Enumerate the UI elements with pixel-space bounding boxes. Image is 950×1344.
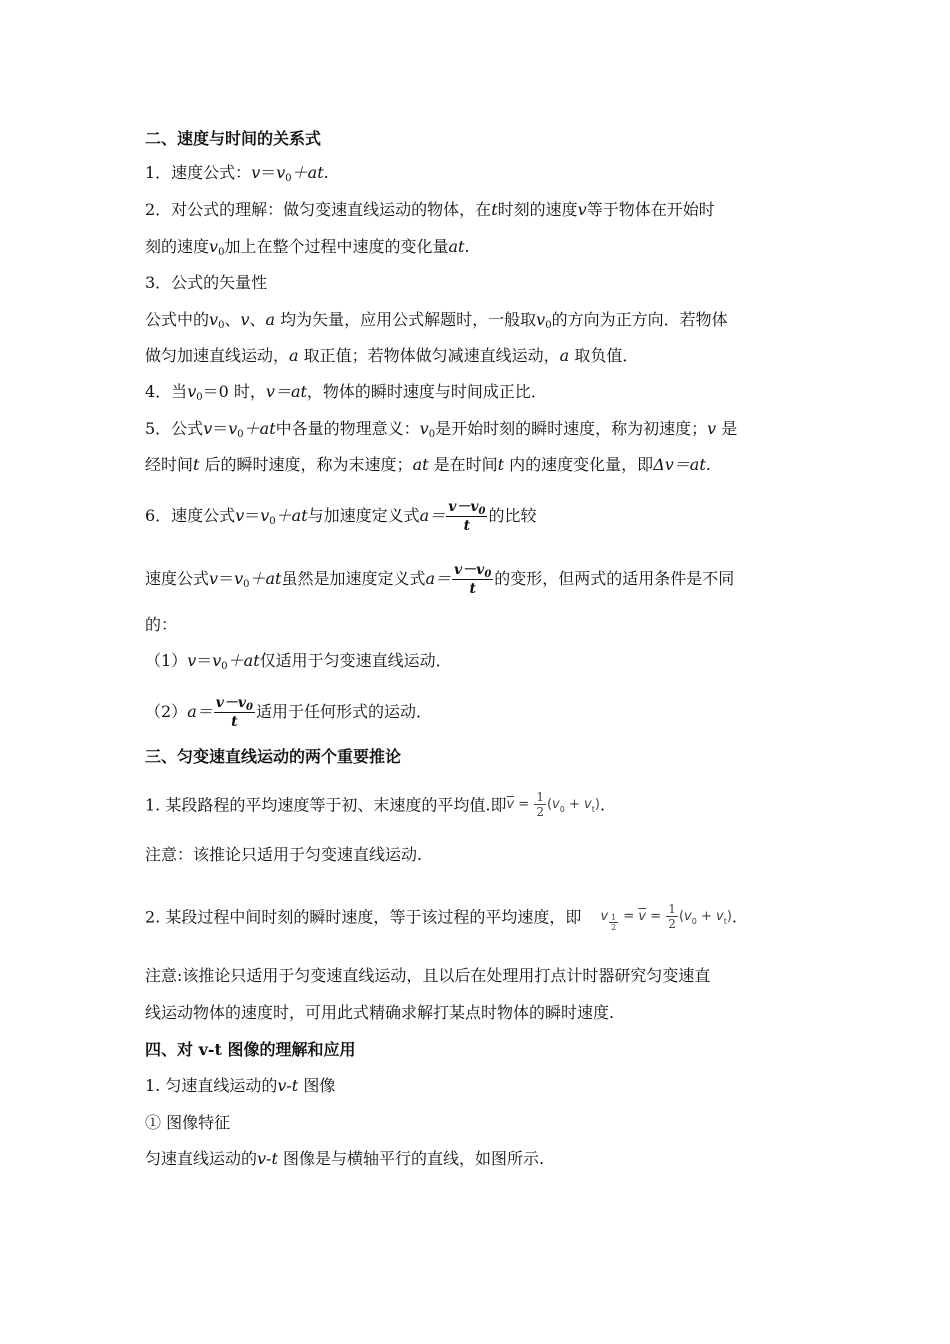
section-heading-2: 二、速度与时间的关系式 (145, 129, 322, 148)
inference-1: 1. 某段路程的平均速度等于初、末速度的平均值.即$\overline{v}$ = $\frac{1}{2}$ $(v_0 + v_t)$. (145, 790, 810, 822)
paragraph-3a: 公式中的$v_0$、v、a 均为矢量，应用公式解题时，一般取$v_0$的方向为正方向．若物体 (145, 310, 728, 331)
paragraph-2-line2: 刻的速度$v_0$加上在整个过程中速度的变化量at. (145, 237, 470, 258)
note-1: 注意：该推论只适用于匀变速直线运动. (145, 845, 423, 864)
accel-fraction: $\frac{v-v_0}{t}$ (448, 499, 486, 534)
paragraph-5-line1: 5．公式$v=v_0+at$中各量的物理意义：$v_0$是开始时刻的瞬时速度，称为初速度；v 是 (145, 419, 738, 440)
note-2-line1: 注意:该推论只适用于匀变速直线运动，且以后在处理用打点计时器研究匀变速直 (145, 966, 711, 985)
paragraph-4: 4．当$v_0=0$ 时，v＝at，物体的瞬时速度与时间成正比． (145, 382, 547, 403)
inference-2: 2. 某段过程中间时刻的瞬时速度，等于该过程的平均速度，即 v $\frac{1}{2}$ = $\overline{v}$ = $\frac{1}{2}$ $(v_0 + v_t)$. (145, 902, 737, 932)
paragraph-2-line1: 2．对公式的理解：做匀变速直线运动的物体，在t时刻的速度v等于物体在开始时 (145, 200, 715, 219)
paragraph-3b: 做匀加速直线运动，a 取正值；若物体做匀减速直线运动，a 取负值． (145, 346, 639, 365)
midtime-velocity-formula: v $\frac{1}{2}$ = $\overline{v}$ = $\frac{1}{2}$ $(v_0 + v_t)$ (600, 902, 732, 932)
paragraph-5-line2: 经时间t 后的瞬时速度，称为末速度；at 是在时间t 内的速度变化量，即Δv＝at. (145, 455, 711, 474)
paragraph-7-line1: 速度公式$v=v_0+at$虽然是加速度定义式a＝ $\frac{v-v_0}{t}$ 的变形，但两式的适用条件是不同 (145, 562, 735, 597)
condition-2: （2）a＝ $\frac{v-v_0}{t}$ 适用于任何形式的运动． (145, 695, 432, 730)
accel-fraction: $\frac{v-v_0}{t}$ (454, 562, 492, 597)
average-velocity-formula: $\overline{v}$ = $\frac{1}{2}$ $(v_0 + v_t)$ (506, 790, 600, 819)
vt-item-feature: ① 图像特征 (145, 1113, 231, 1132)
vt-item-description: 匀速直线运动的v-t 图像是与横轴平行的直线，如图所示. (145, 1149, 545, 1168)
section-heading-3: 三、匀变速直线运动的两个重要推论 (145, 747, 402, 766)
paragraph-6: 6．速度公式$v=v_0+at$与加速度定义式a＝ $\frac{v-v_0}{t}$ 的比较 (145, 499, 537, 534)
accel-fraction: $\frac{v-v_0}{t}$ (215, 695, 253, 730)
paragraph-3: 3．公式的矢量性 (145, 273, 268, 292)
vt-item-1: 1. 匀速直线运动的v-t 图像 (145, 1076, 336, 1095)
section-heading-4: 四、对 v-t 图像的理解和应用 (145, 1040, 356, 1059)
paragraph-7-line2: 的： (145, 615, 178, 634)
condition-1: $(1)v=v_0+at$仅适用于匀变速直线运动． (145, 651, 452, 672)
note-2-line2: 线运动物体的速度时，可用此式精确求解打某点时物体的瞬时速度. (145, 1003, 615, 1022)
paragraph-1: 1．速度公式：$v=v_0+at$. (145, 163, 329, 184)
